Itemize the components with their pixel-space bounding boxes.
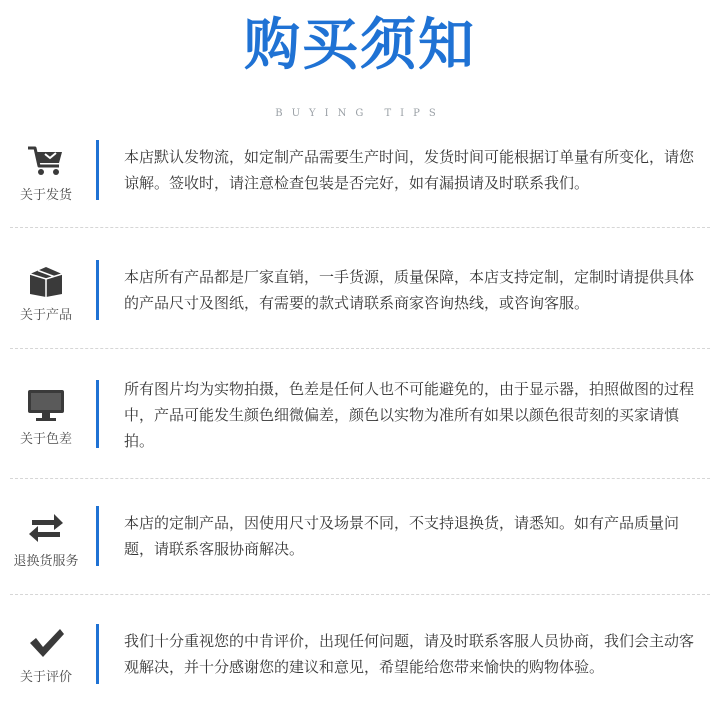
section-label: 关于色差	[19, 432, 72, 447]
accent-bar	[96, 260, 99, 320]
accent-bar	[96, 506, 99, 566]
checkmark-icon	[26, 626, 66, 660]
section-reviews	[0, 624, 720, 704]
divider	[10, 478, 710, 479]
page-title: 购买须知	[244, 13, 476, 78]
section-shipping	[0, 140, 720, 220]
box-icon	[27, 264, 65, 298]
section-text: 我们十分重视您的中肯评价，出现任何问题，请及时联系客服人员协商，我们会主动客观解决，并十分感谢您的建议和意见，希望能给您带来愉快的购物体验。	[124, 632, 695, 676]
accent-bar	[96, 380, 99, 448]
section-text: 所有图片均为实物拍摄，色差是任何人也不可能避免的，由于显示器，拍照做图的过程中，产品可能发生颜色细微偏差，颜色以实物为准所有如果以颜色很苛刻的买家请慎拍。	[124, 380, 695, 450]
section-text: 本店所有产品都是厂家直销，一手货源，质量保障，本店支持定制，定制时请提供具体的产品尺寸及图纸，有需要的款式请联系商家咨询热线，或咨询客服。	[124, 268, 695, 312]
page-subtitle: BUYING TIPS	[275, 108, 445, 119]
section-text: 本店的定制产品，因使用尺寸及场景不同，不支持退换货，请悉知。如有产品质量问题，请联系客服协商解决。	[124, 514, 680, 558]
section-text: 本店默认发物流，如定制产品需要生产时间，发货时间可能根据订单量有所变化，请您谅解。签收时，请注意检查包装是否完好，如有漏损请及时联系我们。	[124, 148, 695, 192]
divider	[10, 594, 710, 595]
divider	[10, 227, 710, 228]
section-color-difference	[0, 380, 720, 470]
section-label: 关于产品	[19, 308, 72, 323]
section-label: 关于发货	[19, 188, 72, 203]
shopping-cart-icon	[26, 144, 66, 178]
section-label: 退换货服务	[13, 554, 79, 569]
monitor-icon	[26, 388, 66, 422]
section-label: 关于评价	[19, 670, 72, 685]
section-returns	[0, 506, 720, 586]
exchange-arrows-icon	[26, 510, 66, 544]
accent-bar	[96, 624, 99, 684]
divider	[10, 348, 710, 349]
accent-bar	[96, 140, 99, 200]
section-product	[0, 260, 720, 340]
